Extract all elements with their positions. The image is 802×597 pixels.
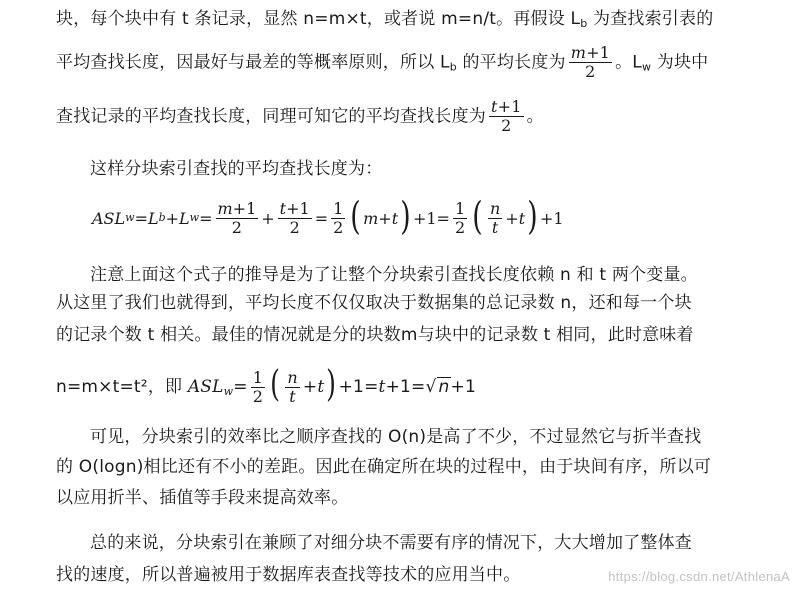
paragraph1-line1: 块，每个块中有 t 条记录，显然 n=m×t，或者说 m=n/t。再假设 $L_b$ 为查找索引表的 [56,9,714,30]
paragraph5-line1: 总的来说，分块索引在兼顾了对细分块不需要有序的情况下，大大增加了整体查 [90,533,692,553]
fraction-m-plus-1-over-2: $\frac{m+1}{2}$ [570,43,611,81]
paragraph4-line2: 的 O(logn)相比还有不小的差距。因此在确定所在块的过程中，由于块间有序，所以可 [56,457,712,477]
paragraph5-line2: 找的速度，所以普遍被用于数据库表查找等技术的应用当中。 [56,565,521,585]
paragraph1-line3: 查找记录的平均查找长度，同理可知它的平均查找长度为 $\frac{t+1}{2}$ 。 [56,97,544,135]
paragraph3-line1: 注意上面这个式子的推导是为了让整个分块索引查找长度依赖 n 和 t 两个变量。 [90,265,698,285]
paragraph4-line3: 以应用折半、插值等手段来提高效率。 [56,488,349,508]
paragraph3-line3: 的记录个数 t 相关。最佳的情况就是分的块数m与块中的记录数 t 相同，此时意味着 [56,325,694,345]
paragraph4-line1: 可见，分块索引的效率比之顺序查找的 O(n)是高了不少，不过显然它与折半查找 [90,427,702,447]
sqrt-n: √ n [425,377,450,397]
fraction-t-plus-1-over-2: $\frac{t+1}{2}$ [491,97,522,135]
asl-formula: ASL w = L b + L w = $\frac{m+1}{2}$ + $\frac{t+1}{2}$ = $\frac{1}{2}$ ( m + t ) +1= $\frac{1}{2}$ ( $\frac{n}{t}$ + t ) +1 [92,194,564,238]
paragraph1-line2: 平均查找长度，因最好与最差的等概率原则，所以 $L_b$ 的平均长度为 $\frac{m+1}{2}$ 。$L_w$ 为块中 [56,43,709,81]
paragraph3-line4: n=m×t=t²，即 $ASL_w=$ $\frac{1}{2}$ ( $\frac{n}{t}$ +t) +1=t+1=√ n+1 [56,364,476,406]
paragraph3-line2: 从这里了我们也就得到，平均长度不仅仅取决于数据集的总记录数 n，还和每一个块 [56,293,692,313]
watermark: https://blog.csdn.net/AthlenaA [608,569,790,584]
paragraph2-intro: 这样分块索引查找的平均查找长度为： [90,159,383,179]
